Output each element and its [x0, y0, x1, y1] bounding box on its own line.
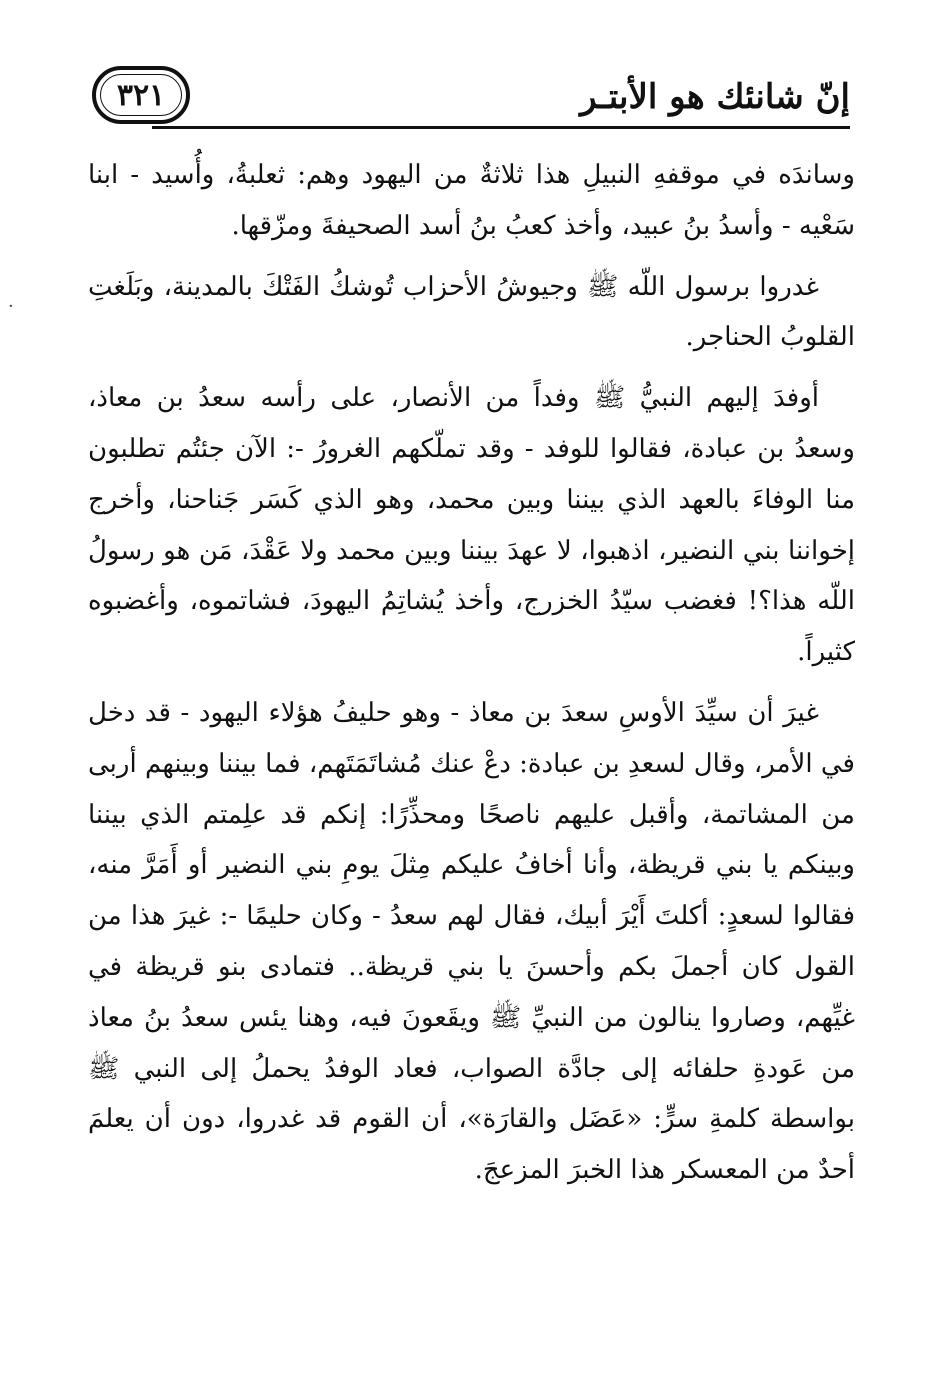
- paragraph-4: غيرَ أن سيِّدَ الأوسِ سعدَ بن معاذ - وهو حليفُ هؤلاء اليهود - قد دخل في الأمر، وقال لسعدِ بن عبادة: دعْ عنك مُشاتَمَتَهم، فما بيننا وبينهم أربى من المشاتمة، وأقبل عليهم ناصحًا ومحذِّرًا: إنكم قد علِمتم الذي بيننا وبينكم يا بني قريظة، وأنا أخافُ عليكم مِثلَ يومِ بني النضير أو أَمَرَّ منه، فقالوا لسعدٍ: أكلتَ أَيْرَ أبيك، فقال لهم سعدُ - وكان حليمًا -: غيرَ هذا من القول كان أجملَ بكم وأحسنَ يا بني قريظة.. فتمادى بنو قريظة في غيِّهم، وصاروا ينالون من النبيِّ ﷺ ويقَعونَ فيه، وهنا يئس سعدُ بنُ معاذ من عَودةِ حلفائه إلى جادَّة الصواب، فعاد الوفدُ يحملُ إلى النبي ﷺ بواسطة كلمةِ سرٍّ: «عَضَل والقارَة»، أن القوم قد غدروا، دون أن يعلمَ أحدٌ من المعسكر هذا الخبرَ المزعجَ.: [88, 697, 855, 1186]
- page-number-badge: [92, 66, 190, 124]
- page-body: [88, 150, 855, 1206]
- header-rule: [152, 126, 850, 129]
- paragraph-3: أوفدَ إليهم النبيُّ ﷺ وفداً من الأنصار، على رأسه سعدُ بن معاذ، وسعدُ بن عبادة، فقالوا للوفد - وقد تملّكهم الغرورُ -: الآن جئتُم تطلبون منا الوفاءَ بالعهد الذي بيننا وبين محمد، وهو الذي كَسَر جَناحنا، وأخرج إخواننا بني النضير، اذهبوا، لا عهدَ بيننا وبين محمد ولا عَقْدَ، مَن هو رسولُ اللّه هذا؟! فغضب سيّدُ الخزرج، وأخذ يُشاتِمُ اليهودَ، فشاتموه، وأغضبوه كثيراً.: [88, 383, 855, 668]
- page-number: ٣٢١: [116, 77, 166, 113]
- paragraph-1: وساندَه في موقفهِ النبيلِ هذا ثلاثةٌ من اليهود وهم: ثعلبةُ، وأُسيد - ابنا سَعْيه - وأسدُ بنُ عبيد، وأخذ كعبُ بنُ أسد الصحيفةَ ومزّقها.: [88, 160, 855, 241]
- margin-mark: ·: [8, 296, 14, 317]
- paragraph-2: غدروا برسول اللّه ﷺ وجيوشُ الأحزاب تُوشكُ الفَتْكَ بالمدينة، وبَلَغتِ القلوبُ الحناجر.: [88, 271, 855, 353]
- page-header: [92, 66, 850, 136]
- running-title: إنّ شانئك هو الأبتـر: [580, 77, 850, 117]
